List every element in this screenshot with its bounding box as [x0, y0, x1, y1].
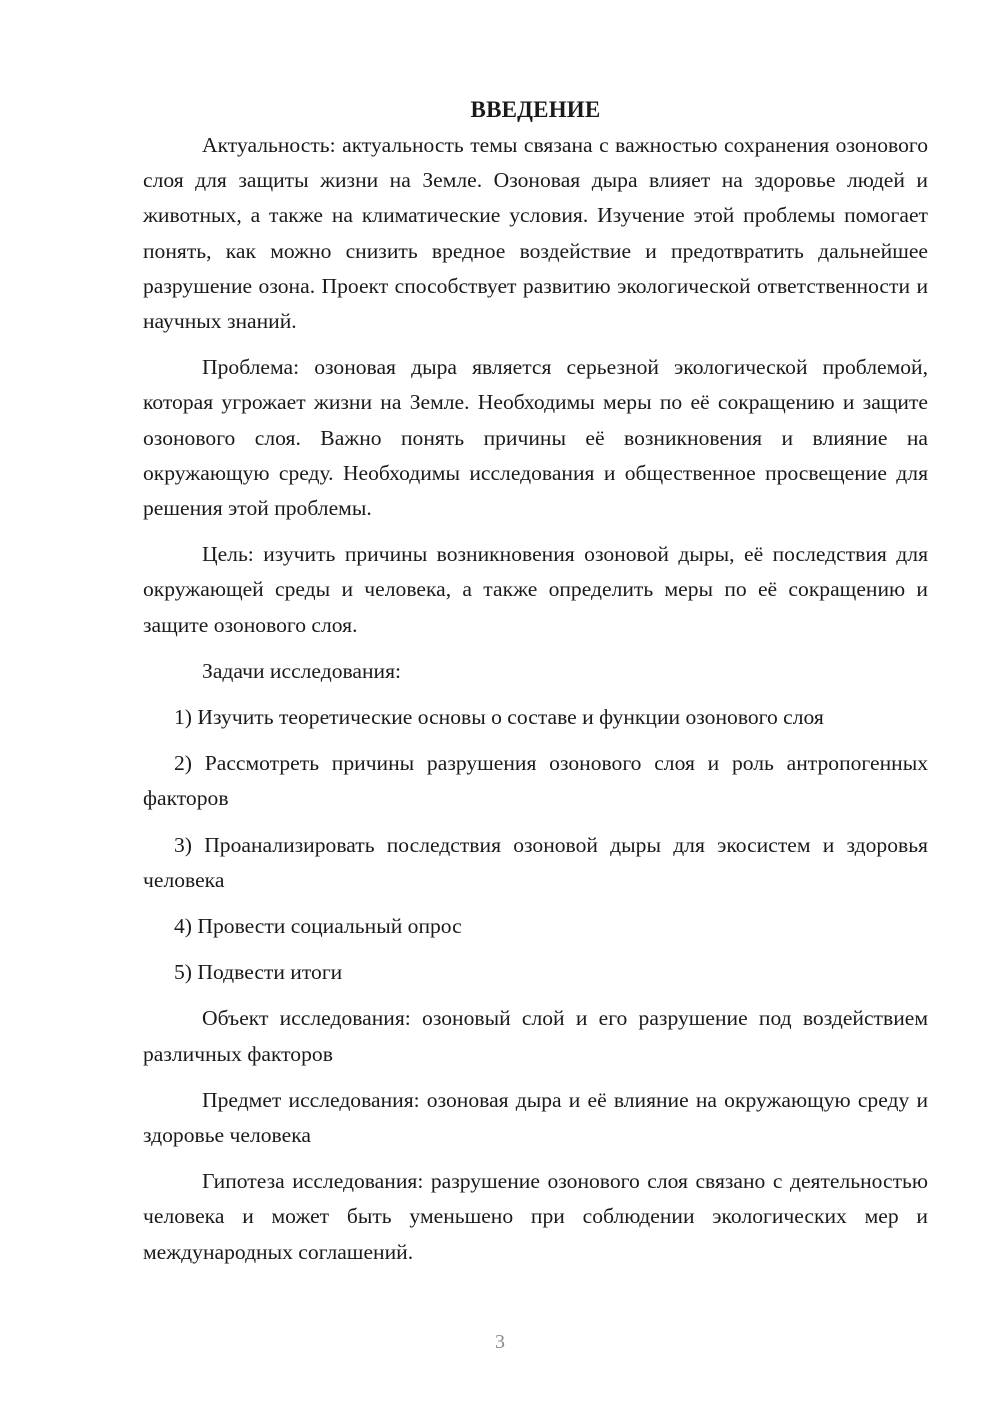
section-heading: ВВЕДЕНИЕ: [470, 97, 601, 122]
subject-paragraph: Предмет исследования: озоновая дыра и её влияние на окружающую среду и здоровье человека: [143, 1087, 928, 1148]
task-item: 5) Подвести итоги: [174, 960, 343, 985]
relevance-paragraph: Актуальность: актуальность темы связана с важностью сохранения озонового слоя для защиты жизни на Земле. Озоновая дыра влияет на здоровье людей и животных, а также на климатические условия. Изучение этой проблемы помогает понять, как можно снизить вредное воздействие и предотвратить дальнейшее разрушение озона. Проект способствует развитию экологической ответственности и научных знаний.: [143, 133, 928, 334]
document-page: [143, 92, 928, 1281]
goal-paragraph: Цель: изучить причины возникновения озоновой дыры, её последствия для окружающей среды и человека, а также определить меры по её сокращению и защите озонового слоя.: [143, 542, 928, 637]
object-paragraph: Объект исследования: озоновый слой и его разрушение под воздействием различных факторов: [143, 1006, 928, 1066]
hypothesis-paragraph: Гипотеза исследования: разрушение озонового слоя связано с деятельностью человека и может быть уменьшено при соблюдении экологических мер и международных соглашений.: [143, 1169, 928, 1264]
page-number: 3: [495, 1331, 505, 1353]
task-item: 2) Рассмотреть причины разрушения озонового слоя и роль антропогенных факторов: [143, 751, 928, 811]
tasks-title: Задачи исследования:: [202, 658, 402, 683]
problem-paragraph: Проблема: озоновая дыра является серьезной экологической проблемой, которая угрожает жизни на Земле. Необходимы меры по её сокращению и защите озонового слоя. Важно понять причины её возникновения и влияние на окружающую среду. Необходимы исследования и общественное просвещение для решения этой проблемы.: [143, 355, 928, 521]
task-item: 1) Изучить теоретические основы о составе и функции озонового слоя: [174, 705, 824, 730]
task-item: 4) Провести социальный опрос: [174, 914, 462, 939]
task-item: 3) Проанализировать последствия озоновой дыры для экосистем и здоровья человека: [143, 832, 928, 892]
